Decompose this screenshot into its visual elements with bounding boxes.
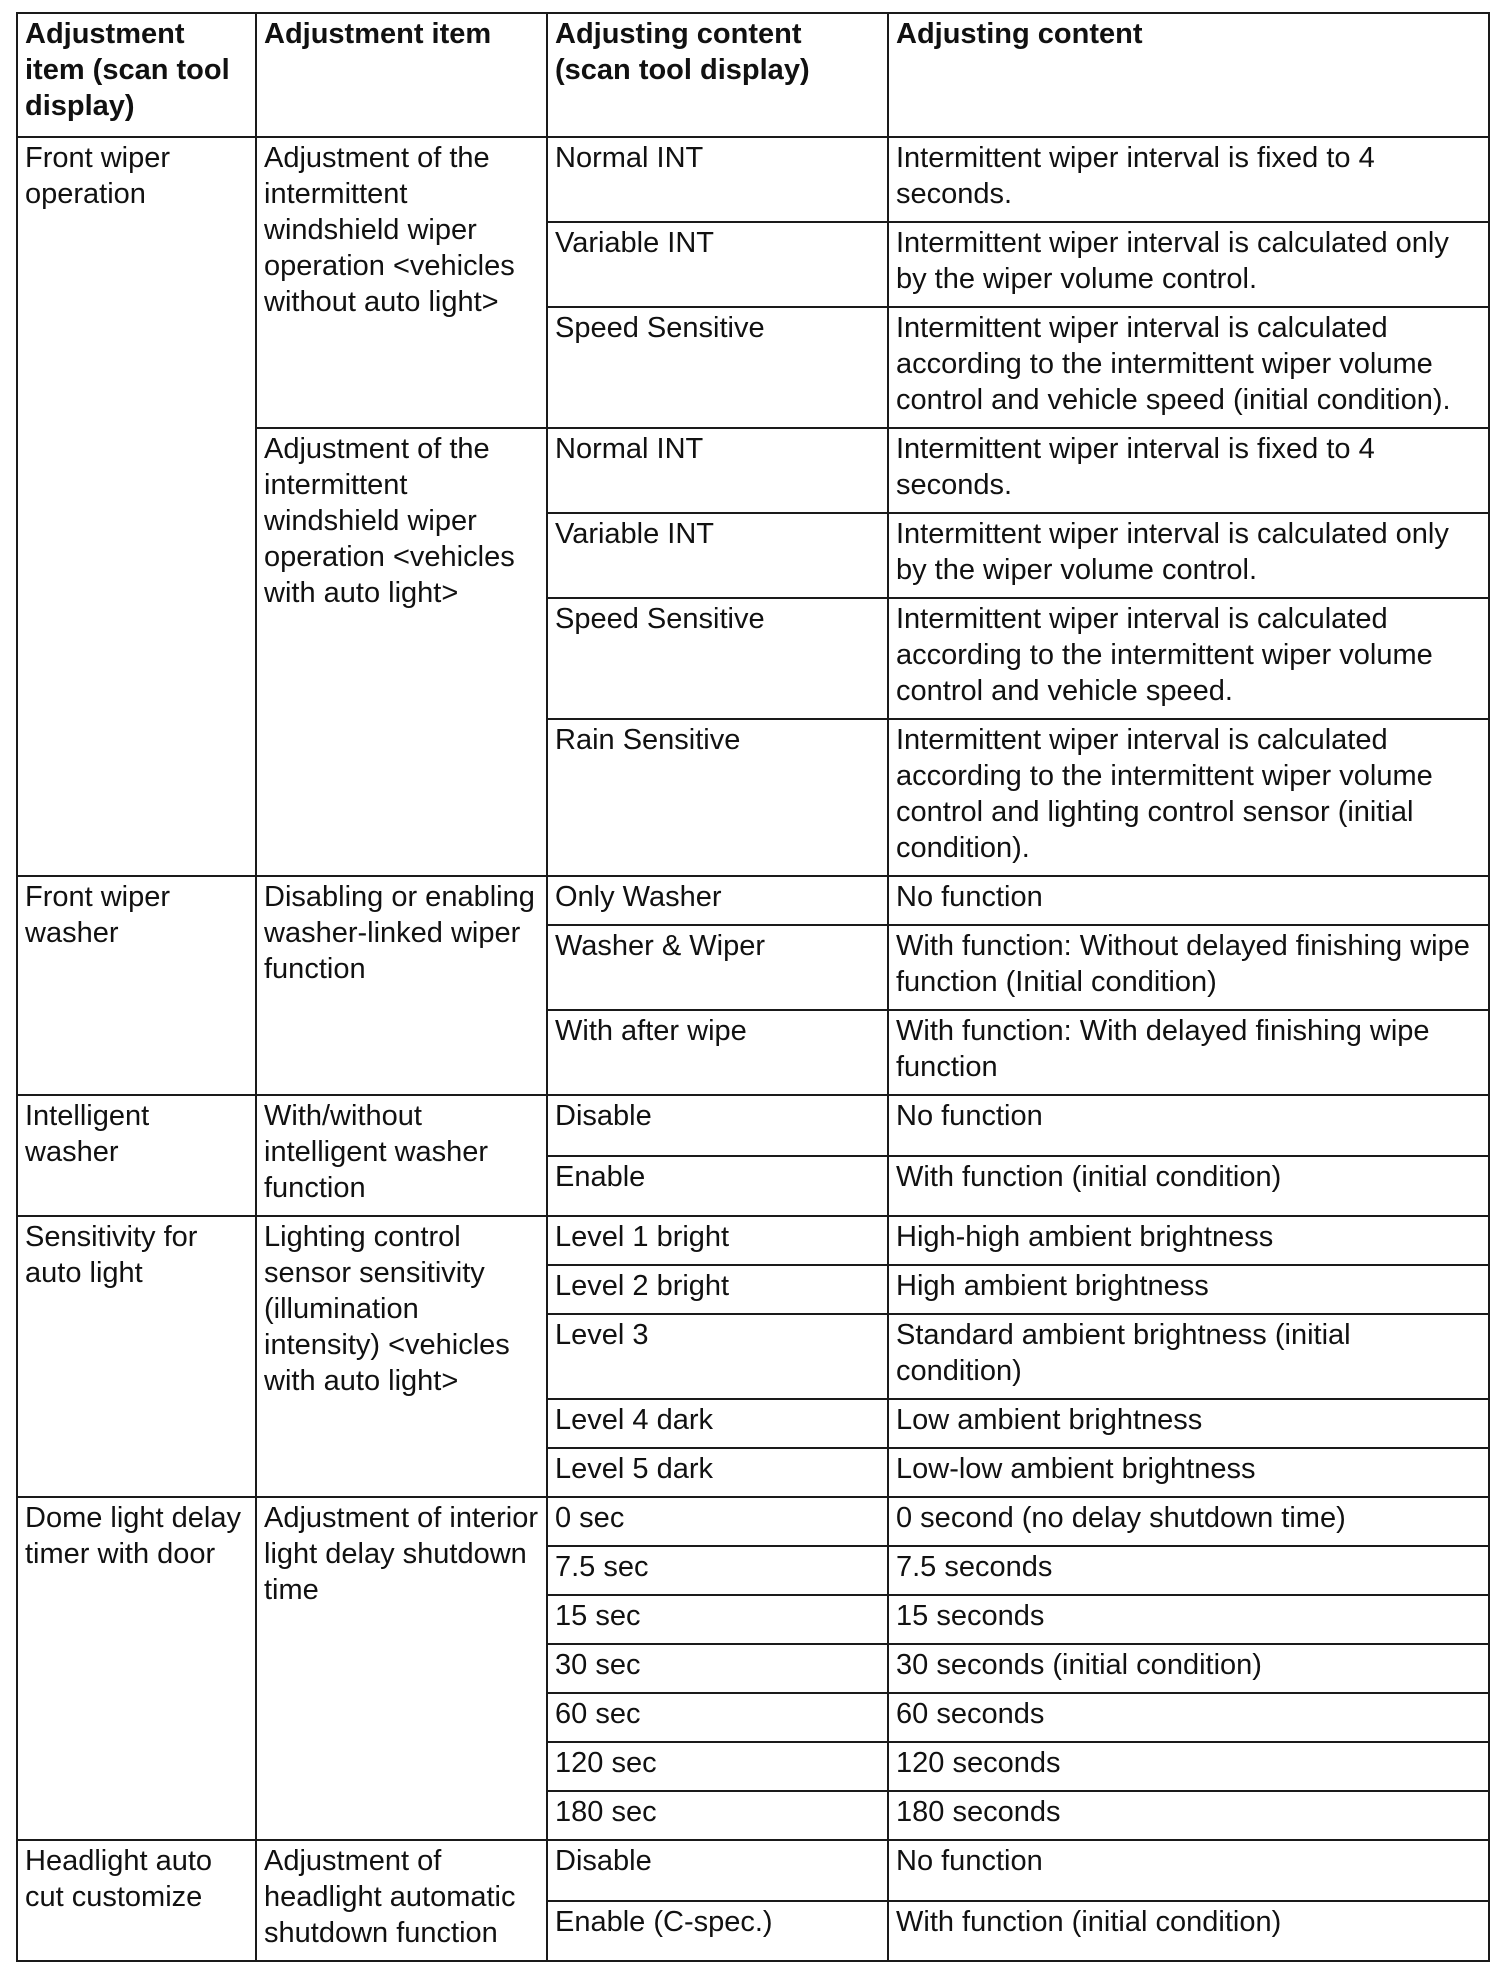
cell-adjustment-item-scan: Sensitivity for auto light	[17, 1216, 256, 1497]
cell-adjusting-content-scan: 30 sec	[547, 1644, 888, 1693]
cell-adjustment-item: Adjustment of the intermittent windshield wiper operation <vehicles with auto light>	[256, 428, 547, 876]
cell-adjustment-item: Disabling or enabling washer-linked wiper function	[256, 876, 547, 1095]
cell-adjusting-content: 180 seconds	[888, 1791, 1489, 1840]
cell-adjusting-content: Intermittent wiper interval is calculated according to the intermittent wiper volume control and vehicle speed (initial condition).	[888, 307, 1489, 428]
table-row	[17, 137, 1489, 222]
table-row	[17, 1216, 1489, 1265]
cell-adjusting-content: Intermittent wiper interval is fixed to 4 seconds.	[888, 428, 1489, 513]
cell-adjusting-content-scan: Only Washer	[547, 876, 888, 925]
cell-adjusting-content: Standard ambient brightness (initial condition)	[888, 1314, 1489, 1399]
cell-adjusting-content: 0 second (no delay shutdown time)	[888, 1497, 1489, 1546]
cell-adjusting-content: 60 seconds	[888, 1693, 1489, 1742]
cell-adjusting-content-scan: Disable	[547, 1095, 888, 1156]
cell-adjusting-content-scan: Rain Sensitive	[547, 719, 888, 876]
cell-adjustment-item: Adjustment of interior light delay shutdown time	[256, 1497, 547, 1840]
cell-adjustment-item-scan: Front wiper operation	[17, 137, 256, 876]
cell-adjusting-content: No function	[888, 876, 1489, 925]
cell-adjusting-content: 120 seconds	[888, 1742, 1489, 1791]
header-row	[17, 13, 1489, 137]
cell-adjusting-content-scan: 0 sec	[547, 1497, 888, 1546]
cell-adjusting-content: High-high ambient brightness	[888, 1216, 1489, 1265]
cell-adjusting-content-scan: Normal INT	[547, 428, 888, 513]
cell-adjusting-content: With function (initial condition)	[888, 1156, 1489, 1217]
table-row	[17, 1095, 1489, 1156]
cell-adjusting-content-scan: Level 4 dark	[547, 1399, 888, 1448]
cell-adjustment-item: With/without intelligent washer function	[256, 1095, 547, 1216]
table-row	[17, 876, 1489, 925]
cell-adjusting-content-scan: Enable (C-spec.)	[547, 1901, 888, 1962]
cell-adjusting-content-scan: Variable INT	[547, 513, 888, 598]
cell-adjusting-content-scan: Washer & Wiper	[547, 925, 888, 1010]
cell-adjusting-content-scan: Disable	[547, 1840, 888, 1901]
header-adjusting-content: Adjusting content	[888, 13, 1489, 137]
cell-adjusting-content-scan: 120 sec	[547, 1742, 888, 1791]
cell-adjusting-content-scan: Level 1 bright	[547, 1216, 888, 1265]
header-adjusting-content-scan: Adjusting content (scan tool display)	[547, 13, 888, 137]
table-body	[17, 137, 1489, 1961]
cell-adjusting-content-scan: Enable	[547, 1156, 888, 1217]
cell-adjusting-content-scan: Variable INT	[547, 222, 888, 307]
cell-adjusting-content-scan: Level 2 bright	[547, 1265, 888, 1314]
cell-adjustment-item: Adjustment of the intermittent windshield wiper operation <vehicles without auto light>	[256, 137, 547, 428]
cell-adjusting-content-scan: With after wipe	[547, 1010, 888, 1095]
cell-adjusting-content-scan: Speed Sensitive	[547, 307, 888, 428]
cell-adjusting-content-scan: 7.5 sec	[547, 1546, 888, 1595]
cell-adjusting-content: No function	[888, 1095, 1489, 1156]
cell-adjusting-content: Low ambient brightness	[888, 1399, 1489, 1448]
table-row	[17, 1497, 1489, 1546]
cell-adjusting-content: With function: With delayed finishing wipe function	[888, 1010, 1489, 1095]
cell-adjusting-content: Intermittent wiper interval is calculated according to the intermittent wiper volume control and vehicle speed.	[888, 598, 1489, 719]
cell-adjusting-content: With function (initial condition)	[888, 1901, 1489, 1962]
cell-adjustment-item-scan: Headlight auto cut customize	[17, 1840, 256, 1961]
cell-adjustment-item-scan: Dome light delay timer with door	[17, 1497, 256, 1840]
cell-adjusting-content: 15 seconds	[888, 1595, 1489, 1644]
cell-adjusting-content: Intermittent wiper interval is calculated only by the wiper volume control.	[888, 222, 1489, 307]
cell-adjusting-content-scan: Level 5 dark	[547, 1448, 888, 1497]
cell-adjusting-content: Intermittent wiper interval is fixed to 4 seconds.	[888, 137, 1489, 222]
cell-adjusting-content: Intermittent wiper interval is calculated only by the wiper volume control.	[888, 513, 1489, 598]
cell-adjustment-item: Adjustment of headlight automatic shutdown function	[256, 1840, 547, 1961]
cell-adjusting-content-scan: Normal INT	[547, 137, 888, 222]
cell-adjusting-content: With function: Without delayed finishing wipe function (Initial condition)	[888, 925, 1489, 1010]
header-adjustment-item: Adjustment item	[256, 13, 547, 137]
cell-adjustment-item-scan: Intelligent washer	[17, 1095, 256, 1216]
cell-adjusting-content: High ambient brightness	[888, 1265, 1489, 1314]
cell-adjusting-content-scan: 180 sec	[547, 1791, 888, 1840]
cell-adjusting-content: No function	[888, 1840, 1489, 1901]
cell-adjusting-content: Intermittent wiper interval is calculated according to the intermittent wiper volume control and lighting control sensor (initial condition).	[888, 719, 1489, 876]
cell-adjustment-item: Lighting control sensor sensitivity (illumination intensity) <vehicles with auto light>	[256, 1216, 547, 1497]
adjustment-table	[16, 12, 1490, 1962]
cell-adjusting-content: 30 seconds (initial condition)	[888, 1644, 1489, 1693]
cell-adjusting-content-scan: Speed Sensitive	[547, 598, 888, 719]
cell-adjusting-content-scan: 15 sec	[547, 1595, 888, 1644]
cell-adjusting-content: Low-low ambient brightness	[888, 1448, 1489, 1497]
cell-adjusting-content-scan: 60 sec	[547, 1693, 888, 1742]
cell-adjusting-content: 7.5 seconds	[888, 1546, 1489, 1595]
cell-adjusting-content-scan: Level 3	[547, 1314, 888, 1399]
table-row	[17, 1840, 1489, 1901]
cell-adjustment-item-scan: Front wiper washer	[17, 876, 256, 1095]
header-adjustment-item-scan: Adjustment item (scan tool display)	[17, 13, 256, 137]
